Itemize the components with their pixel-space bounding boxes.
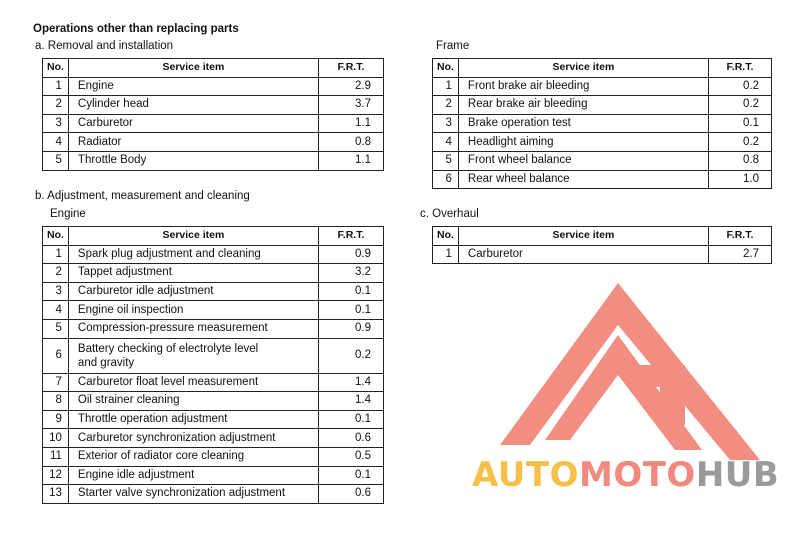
service-item: Battery checking of electrolyte level and gravity [68,338,318,373]
col-header-frt: F.R.T. [708,59,771,78]
row-number: 11 [43,447,69,466]
service-item: Oil strainer cleaning [68,392,318,411]
service-item: Cylinder head [68,96,318,115]
row-number: 6 [43,338,69,373]
frt-value: 0.1 [318,410,383,429]
service-item: Carburetor [68,114,318,133]
frame-label: Frame [436,40,470,52]
row-number: 10 [43,429,69,448]
table-row [43,282,384,301]
service-item: Throttle Body [68,151,318,170]
service-item: Carburetor [458,245,708,264]
frt-value: 2.9 [318,77,383,96]
automotohub-wordmark [472,455,779,495]
table-row [433,151,772,170]
page-title: Operations other than replacing parts [33,23,239,35]
service-item: Exterior of radiator core cleaning [68,447,318,466]
row-number: 1 [43,77,69,96]
frt-value: 0.1 [318,301,383,320]
row-number: 5 [433,151,459,170]
row-number: 13 [43,485,69,504]
row-number: 1 [433,77,459,96]
table-row [43,319,384,338]
col-header-no: No. [43,59,69,78]
frt-value: 1.1 [318,151,383,170]
row-number: 4 [433,133,459,152]
col-header-no: No. [433,227,459,246]
frt-value: 0.8 [708,151,771,170]
row-number: 12 [43,466,69,485]
table-row [43,485,384,504]
frt-value: 0.2 [318,338,383,373]
row-number: 5 [43,319,69,338]
frt-value: 0.2 [708,77,771,96]
frt-value: 0.1 [318,282,383,301]
service-item: Rear wheel balance [458,170,708,189]
table-row [43,466,384,485]
frt-value: 0.6 [318,429,383,448]
table-row [43,133,384,152]
row-number: 3 [433,114,459,133]
row-number: 3 [43,282,69,301]
row-number: 9 [43,410,69,429]
col-header-no: No. [43,227,69,246]
row-number: 2 [433,96,459,115]
table-row [43,429,384,448]
section-a-label: a. Removal and installation [35,40,174,52]
table-row [43,77,384,96]
col-header-service-item: Service item [458,227,708,246]
wordmark-moto: MOTO [578,455,696,495]
service-item: Throttle operation adjustment [68,410,318,429]
service-item: Tappet adjustment [68,264,318,283]
removal-installation-table [42,58,384,171]
row-number: 2 [43,264,69,283]
col-header-service-item: Service item [68,227,318,246]
table-row [43,301,384,320]
service-item: Carburetor synchronization adjustment [68,429,318,448]
col-header-service-item: Service item [68,59,318,78]
row-number: 4 [43,133,69,152]
row-number: 3 [43,114,69,133]
wordmark-auto: AUTO [472,455,579,495]
table-row [433,170,772,189]
service-item: Compression-pressure measurement [68,319,318,338]
service-item: Brake operation test [458,114,708,133]
col-header-service-item: Service item [458,59,708,78]
table-row [433,77,772,96]
service-item: Radiator [68,133,318,152]
col-header-frt: F.R.T. [318,227,383,246]
frt-value: 0.9 [318,245,383,264]
service-item: Front brake air bleeding [458,77,708,96]
frt-value: 1.4 [318,373,383,392]
table-row [433,96,772,115]
row-number: 5 [43,151,69,170]
table-row [43,96,384,115]
row-number: 1 [433,245,459,264]
table-row [433,114,772,133]
row-number: 7 [43,373,69,392]
adjustment-engine-table [42,226,384,504]
section-b-label: b. Adjustment, measurement and cleaning [35,190,250,202]
row-number: 1 [43,245,69,264]
service-item: Rear brake air bleeding [458,96,708,115]
table-row [43,245,384,264]
overhaul-table [432,226,772,264]
section-b-sublabel: Engine [50,208,86,220]
service-item: Engine oil inspection [68,301,318,320]
frt-value: 0.6 [318,485,383,504]
row-number: 6 [433,170,459,189]
frt-value: 0.1 [318,466,383,485]
service-item: Headlight aiming [458,133,708,152]
frt-value: 0.1 [708,114,771,133]
section-c-label: c. Overhaul [420,208,479,220]
frt-value: 1.4 [318,392,383,411]
frt-value: 3.2 [318,264,383,283]
frame-table [432,58,772,189]
frt-value: 0.5 [318,447,383,466]
frt-value: 0.2 [708,133,771,152]
frt-value: 0.2 [708,96,771,115]
col-header-frt: F.R.T. [708,227,771,246]
service-item: Starter valve synchronization adjustment [68,485,318,504]
service-item: Front wheel balance [458,151,708,170]
service-item: Carburetor float level measurement [68,373,318,392]
table-row [43,392,384,411]
table-row [43,151,384,170]
table-row [433,133,772,152]
frt-value: 1.0 [708,170,771,189]
service-item: Engine [68,77,318,96]
service-item: Carburetor idle adjustment [68,282,318,301]
table-row [43,338,384,373]
row-number: 2 [43,96,69,115]
frt-value: 3.7 [318,96,383,115]
table-row [433,245,772,264]
row-number: 4 [43,301,69,320]
wordmark-hub: HUB [695,455,780,495]
table-row [43,373,384,392]
frt-value: 2.7 [708,245,771,264]
table-row [43,264,384,283]
col-header-frt: F.R.T. [318,59,383,78]
row-number: 8 [43,392,69,411]
frt-value: 0.8 [318,133,383,152]
col-header-no: No. [433,59,459,78]
service-item: Engine idle adjustment [68,466,318,485]
table-row [43,114,384,133]
frt-value: 1.1 [318,114,383,133]
frt-value: 0.9 [318,319,383,338]
table-row [43,410,384,429]
table-row [43,447,384,466]
service-item: Spark plug adjustment and cleaning [68,245,318,264]
